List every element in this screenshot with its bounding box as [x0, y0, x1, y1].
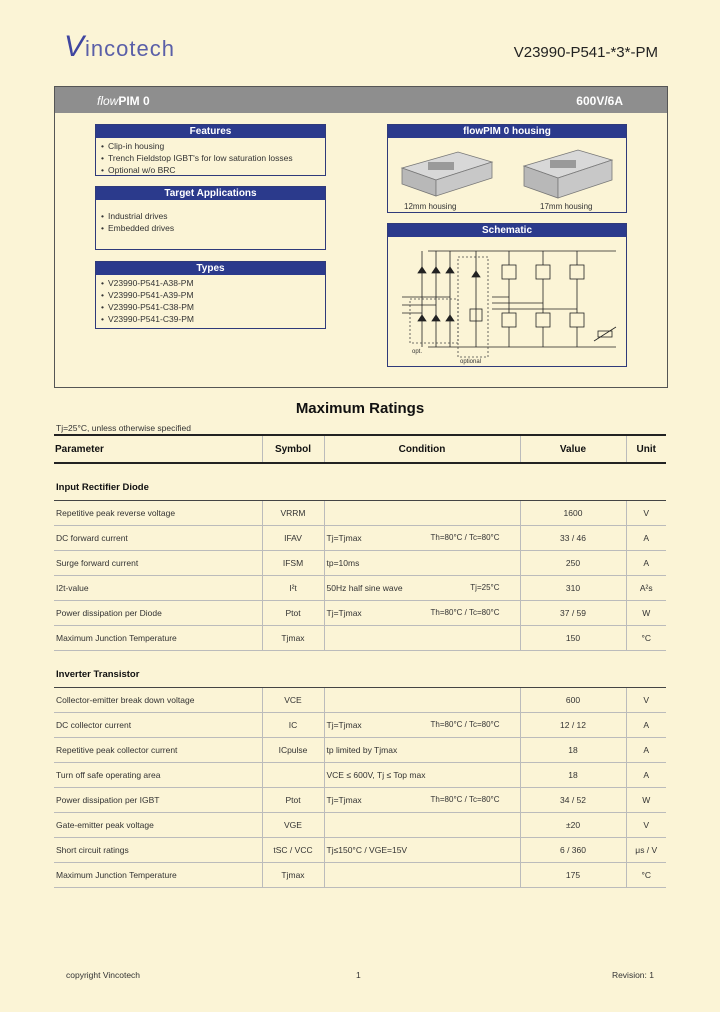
row-parameter: Gate-emitter peak voltage — [54, 813, 262, 838]
row-condition: 50Hz half sine wave Tj=25°C — [324, 576, 520, 601]
features-box — [95, 124, 326, 176]
row-parameter: Maximum Junction Temperature — [54, 863, 262, 888]
row-value: 18 — [520, 763, 626, 788]
rectifier-rows — [54, 501, 666, 651]
row-condition — [324, 863, 520, 888]
schematic-optional-label: optional — [460, 359, 482, 365]
vincotech-logo: Vincotech — [64, 30, 175, 63]
row-parameter: DC collector current — [54, 713, 262, 738]
application-item: • Embedded drives — [108, 222, 325, 234]
brake-chopper — [458, 251, 488, 357]
row-unit: A — [626, 713, 666, 738]
row-temperature-condition: Th=80°C / Tc=80°C — [430, 533, 500, 542]
row-condition — [324, 688, 520, 713]
row-parameter: Repetitive peak collector current — [54, 738, 262, 763]
row-value: 37 / 59 — [520, 601, 626, 626]
housing-photos — [388, 138, 626, 212]
col-condition: Condition — [324, 435, 520, 463]
row-value: 1600 — [520, 501, 626, 526]
row-condition: Tj=Tjmax Th=80°C / Tc=80°C — [324, 788, 520, 813]
row-unit: W — [626, 788, 666, 813]
row-unit: A — [626, 738, 666, 763]
col-value: Value — [520, 435, 626, 463]
row-unit: A — [626, 526, 666, 551]
table-row — [54, 863, 666, 888]
row-symbol: VGE — [262, 813, 324, 838]
row-condition: tp=10ms — [324, 551, 520, 576]
row-symbol: Ptot — [262, 788, 324, 813]
table-row — [54, 838, 666, 863]
housing-heading: flowPIM 0 housing — [388, 125, 626, 138]
row-symbol: Tjmax — [262, 863, 324, 888]
row-symbol: VRRM — [262, 501, 324, 526]
housing-17mm-image — [524, 150, 612, 198]
col-unit: Unit — [626, 435, 666, 463]
row-condition: Tj≤150°C / VGE=15V — [324, 838, 520, 863]
row-value: 600 — [520, 688, 626, 713]
table-row — [54, 713, 666, 738]
row-parameter: Surge forward current — [54, 551, 262, 576]
row-condition — [324, 501, 520, 526]
product-summary-frame — [54, 86, 668, 388]
row-value: ±20 — [520, 813, 626, 838]
row-symbol: VCE — [262, 688, 324, 713]
housing-12mm-label: 12mm housing — [404, 202, 457, 211]
section-row — [54, 474, 666, 501]
applications-heading: Target Applications — [96, 187, 325, 200]
row-value: 34 / 52 — [520, 788, 626, 813]
housing-box — [387, 124, 627, 213]
col-parameter: Parameter — [54, 435, 262, 463]
row-value: 310 — [520, 576, 626, 601]
row-unit: W — [626, 601, 666, 626]
row-condition: Tj=Tjmax Th=80°C / Tc=80°C — [324, 526, 520, 551]
table-row — [54, 738, 666, 763]
row-symbol: Ptot — [262, 601, 324, 626]
schematic-diagram — [388, 237, 626, 365]
product-banner — [55, 87, 667, 113]
type-item: • V23990-P541-C38-PM — [108, 301, 325, 313]
row-condition — [324, 626, 520, 651]
document-id: V23990-P541-*3*-PM — [513, 44, 658, 61]
row-value: 175 — [520, 863, 626, 888]
row-condition: tp limited by Tjmax — [324, 738, 520, 763]
row-symbol: IFAV — [262, 526, 324, 551]
feature-item: • Clip-in housing — [108, 140, 325, 152]
row-parameter: Short circuit ratings — [54, 838, 262, 863]
row-unit: μs / V — [626, 838, 666, 863]
maximum-ratings-table — [54, 434, 666, 888]
row-condition: Tj=Tjmax Th=80°C / Tc=80°C — [324, 601, 520, 626]
row-parameter: Repetitive peak reverse voltage — [54, 501, 262, 526]
type-item: • V23990-P541-C39-PM — [108, 313, 325, 325]
row-parameter: DC forward current — [54, 526, 262, 551]
application-item: • Industrial drives — [108, 210, 325, 222]
row-parameter: Turn off safe operating area — [54, 763, 262, 788]
row-unit: A — [626, 551, 666, 576]
row-temperature-condition: Tj=25°C — [470, 583, 500, 592]
product-rating: 600V/6A — [576, 94, 623, 108]
feature-item: • Optional w/o BRC — [108, 164, 325, 176]
row-unit: °C — [626, 863, 666, 888]
maximum-ratings-title: Maximum Ratings — [295, 400, 425, 417]
table-row — [54, 788, 666, 813]
row-unit: A — [626, 763, 666, 788]
row-symbol: ICpulse — [262, 738, 324, 763]
row-symbol: IC — [262, 713, 324, 738]
ntc-thermistor — [594, 327, 616, 341]
table-row — [54, 813, 666, 838]
row-symbol — [262, 763, 324, 788]
types-box — [95, 261, 326, 329]
applications-box — [95, 186, 326, 250]
row-condition: VCE ≤ 600V, Tj ≤ Top max — [324, 763, 520, 788]
row-unit: V — [626, 501, 666, 526]
row-temperature-condition: Th=80°C / Tc=80°C — [430, 608, 500, 617]
schematic-opt-label: opt. — [412, 349, 423, 355]
table-row — [54, 601, 666, 626]
type-item: • V23990-P541-A39-PM — [108, 289, 325, 301]
table-row — [54, 626, 666, 651]
footer-copyright: copyright Vincotech — [66, 970, 141, 980]
row-value: 12 / 12 — [520, 713, 626, 738]
row-parameter: Maximum Junction Temperature — [54, 626, 262, 651]
housing-12mm-image — [402, 152, 492, 196]
row-unit: A²s — [626, 576, 666, 601]
row-temperature-condition: Th=80°C / Tc=80°C — [430, 720, 500, 729]
product-name: flowPIM 0 — [97, 94, 150, 108]
row-symbol: tSC / VCC — [262, 838, 324, 863]
housing-17mm-label: 17mm housing — [540, 202, 593, 211]
table-row — [54, 526, 666, 551]
inverter-igbts — [492, 251, 584, 347]
table-row — [54, 763, 666, 788]
row-value: 33 / 46 — [520, 526, 626, 551]
ratings-condition-note: Tj=25°C, unless otherwise specified — [56, 423, 191, 433]
section-input-rectifier: Input Rectifier Diode — [54, 474, 666, 501]
row-symbol: IFSM — [262, 551, 324, 576]
feature-item: • Trench Fieldstop IGBT's for low saturation losses — [108, 152, 325, 164]
row-value: 18 — [520, 738, 626, 763]
row-symbol: Tjmax — [262, 626, 324, 651]
table-header-row — [54, 435, 666, 463]
row-parameter: Power dissipation per Diode — [54, 601, 262, 626]
row-parameter: Collector-emitter break down voltage — [54, 688, 262, 713]
section-inverter-transistor: Inverter Transistor — [54, 661, 666, 688]
section-row — [54, 661, 666, 688]
row-unit: °C — [626, 626, 666, 651]
schematic-heading: Schematic — [388, 224, 626, 237]
footer-page-number: 1 — [356, 970, 361, 980]
col-symbol: Symbol — [262, 435, 324, 463]
row-parameter: I2t-value — [54, 576, 262, 601]
types-heading: Types — [96, 262, 325, 275]
table-row — [54, 576, 666, 601]
row-value: 6 / 360 — [520, 838, 626, 863]
features-heading: Features — [96, 125, 325, 138]
row-value: 150 — [520, 626, 626, 651]
type-item: • V23990-P541-A38-PM — [108, 277, 325, 289]
inverter-rows — [54, 688, 666, 888]
row-symbol: I²t — [262, 576, 324, 601]
row-unit: V — [626, 813, 666, 838]
schematic-box — [387, 223, 627, 367]
footer-revision: Revision: 1 — [611, 970, 654, 980]
row-condition — [324, 813, 520, 838]
row-condition: Tj=Tjmax Th=80°C / Tc=80°C — [324, 713, 520, 738]
row-parameter: Power dissipation per IGBT — [54, 788, 262, 813]
table-row — [54, 688, 666, 713]
row-temperature-condition: Th=80°C / Tc=80°C — [430, 795, 500, 804]
row-unit: V — [626, 688, 666, 713]
table-row — [54, 551, 666, 576]
row-value: 250 — [520, 551, 626, 576]
table-row — [54, 501, 666, 526]
